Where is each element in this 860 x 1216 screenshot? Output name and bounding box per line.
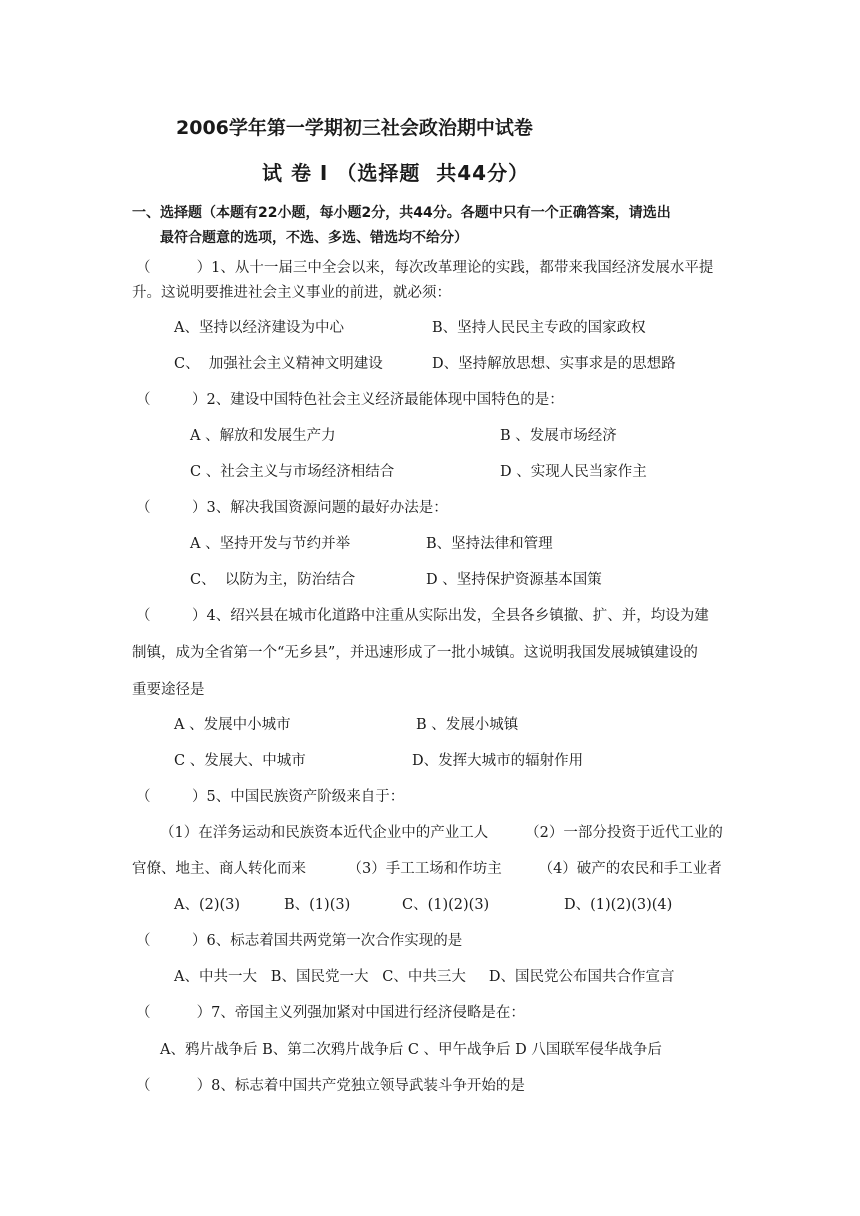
q5-sub-line2: 官僚、地主、商人转化而来 （3）手工工场和作坊主 （4）破产的农民和手工业者 xyxy=(132,861,722,877)
q3-stem: （ ）3、解决我国资源问题的最好办法是： xyxy=(136,500,448,516)
q1-option-c: C、 加强社会主义精神文明建设 xyxy=(174,356,383,372)
q8-stem: （ ）8、标志着中国共产党独立领导武装斗争开始的是 xyxy=(136,1078,525,1094)
q5-option-c: C、(1)(2)(3) xyxy=(402,897,490,913)
q6-stem: （ ）6、标志着国共两党第一次合作实现的是 xyxy=(136,933,463,949)
q2-option-d: D 、实现人民当家作主 xyxy=(500,464,647,480)
q3-option-a: A 、坚持开发与节约并举 xyxy=(190,536,351,552)
q1-stem-line1: （ ）1、从十一届三中全会以来，每次改革理论的实践，都带来我国经济发展水平提 xyxy=(136,260,714,276)
q2-option-b: B 、发展市场经济 xyxy=(500,428,617,444)
q5-sub-line1: （1）在洋务运动和民族资本近代企业中的产业工人 （2）一部分投资于近代工业的 xyxy=(160,825,723,841)
q2-option-a: A 、解放和发展生产力 xyxy=(190,428,336,444)
q4-option-b: B 、发展小城镇 xyxy=(416,717,519,733)
q4-stem-line2: 制镇，成为全省第一个“无乡县”，并迅速形成了一批小城镇。这说明我国发展城镇建设的 xyxy=(132,645,698,661)
q4-option-c: C 、发展大、中城市 xyxy=(174,753,306,769)
q1-option-a: A、坚持以经济建设为中心 xyxy=(174,320,344,336)
q2-stem: （ ）2、建设中国特色社会主义经济最能体现中国特色的是： xyxy=(136,392,564,408)
q1-option-d: D、坚持解放思想、实事求是的思想路 xyxy=(432,356,676,372)
q4-option-a: A 、发展中小城市 xyxy=(174,717,291,733)
section-heading-line2: 最符合题意的选项，不选、多选、错选均不给分） xyxy=(160,230,468,246)
q6-options: A、中共一大 B、国民党一大 C、中共三大 D、国民党公布国共合作宣言 xyxy=(174,969,675,985)
q7-options: A、鸦片战争后 B、第二次鸦片战争后 C 、甲午战争后 D 八国联军侵华战争后 xyxy=(160,1042,662,1058)
paper-subtitle: 试 卷 Ⅰ （选择题 共44分） xyxy=(262,161,530,185)
q3-option-d: D 、坚持保护资源基本国策 xyxy=(426,572,602,588)
section-heading-line1: 一、选择题（本题有22小题，每小题2分，共44分。各题中只有一个正确答案，请选出 xyxy=(132,205,671,221)
q3-option-c: C、 以防为主，防治结合 xyxy=(190,572,356,588)
q4-stem-line3: 重要途径是 xyxy=(132,682,205,698)
q4-stem-line1: （ ）4、绍兴县在城市化道路中注重从实际出发，全县各乡镇撤、扩、并，均设为建 xyxy=(136,608,709,624)
q4-option-d: D、发挥大城市的辐射作用 xyxy=(412,753,584,769)
q5-option-a: A、(2)(3) xyxy=(174,897,241,913)
q2-option-c: C 、社会主义与市场经济相结合 xyxy=(190,464,395,480)
q1-stem-line2: 升。这说明要推进社会主义事业的前进，就必须： xyxy=(132,285,451,301)
q7-stem: （ ）7、帝国主义列强加紧对中国进行经济侵略是在： xyxy=(136,1005,525,1021)
q3-option-b: B、坚持法律和管理 xyxy=(426,536,553,552)
q5-option-d: D、(1)(2)(3)(4) xyxy=(564,897,673,913)
q5-stem: （ ）5、中国民族资产阶级来自于： xyxy=(136,789,405,805)
q5-option-b: B、(1)(3) xyxy=(284,897,351,913)
exam-title: 2006学年第一学期初三社会政治期中试卷 xyxy=(176,117,533,139)
q1-option-b: B、坚持人民民主专政的国家政权 xyxy=(432,320,646,336)
